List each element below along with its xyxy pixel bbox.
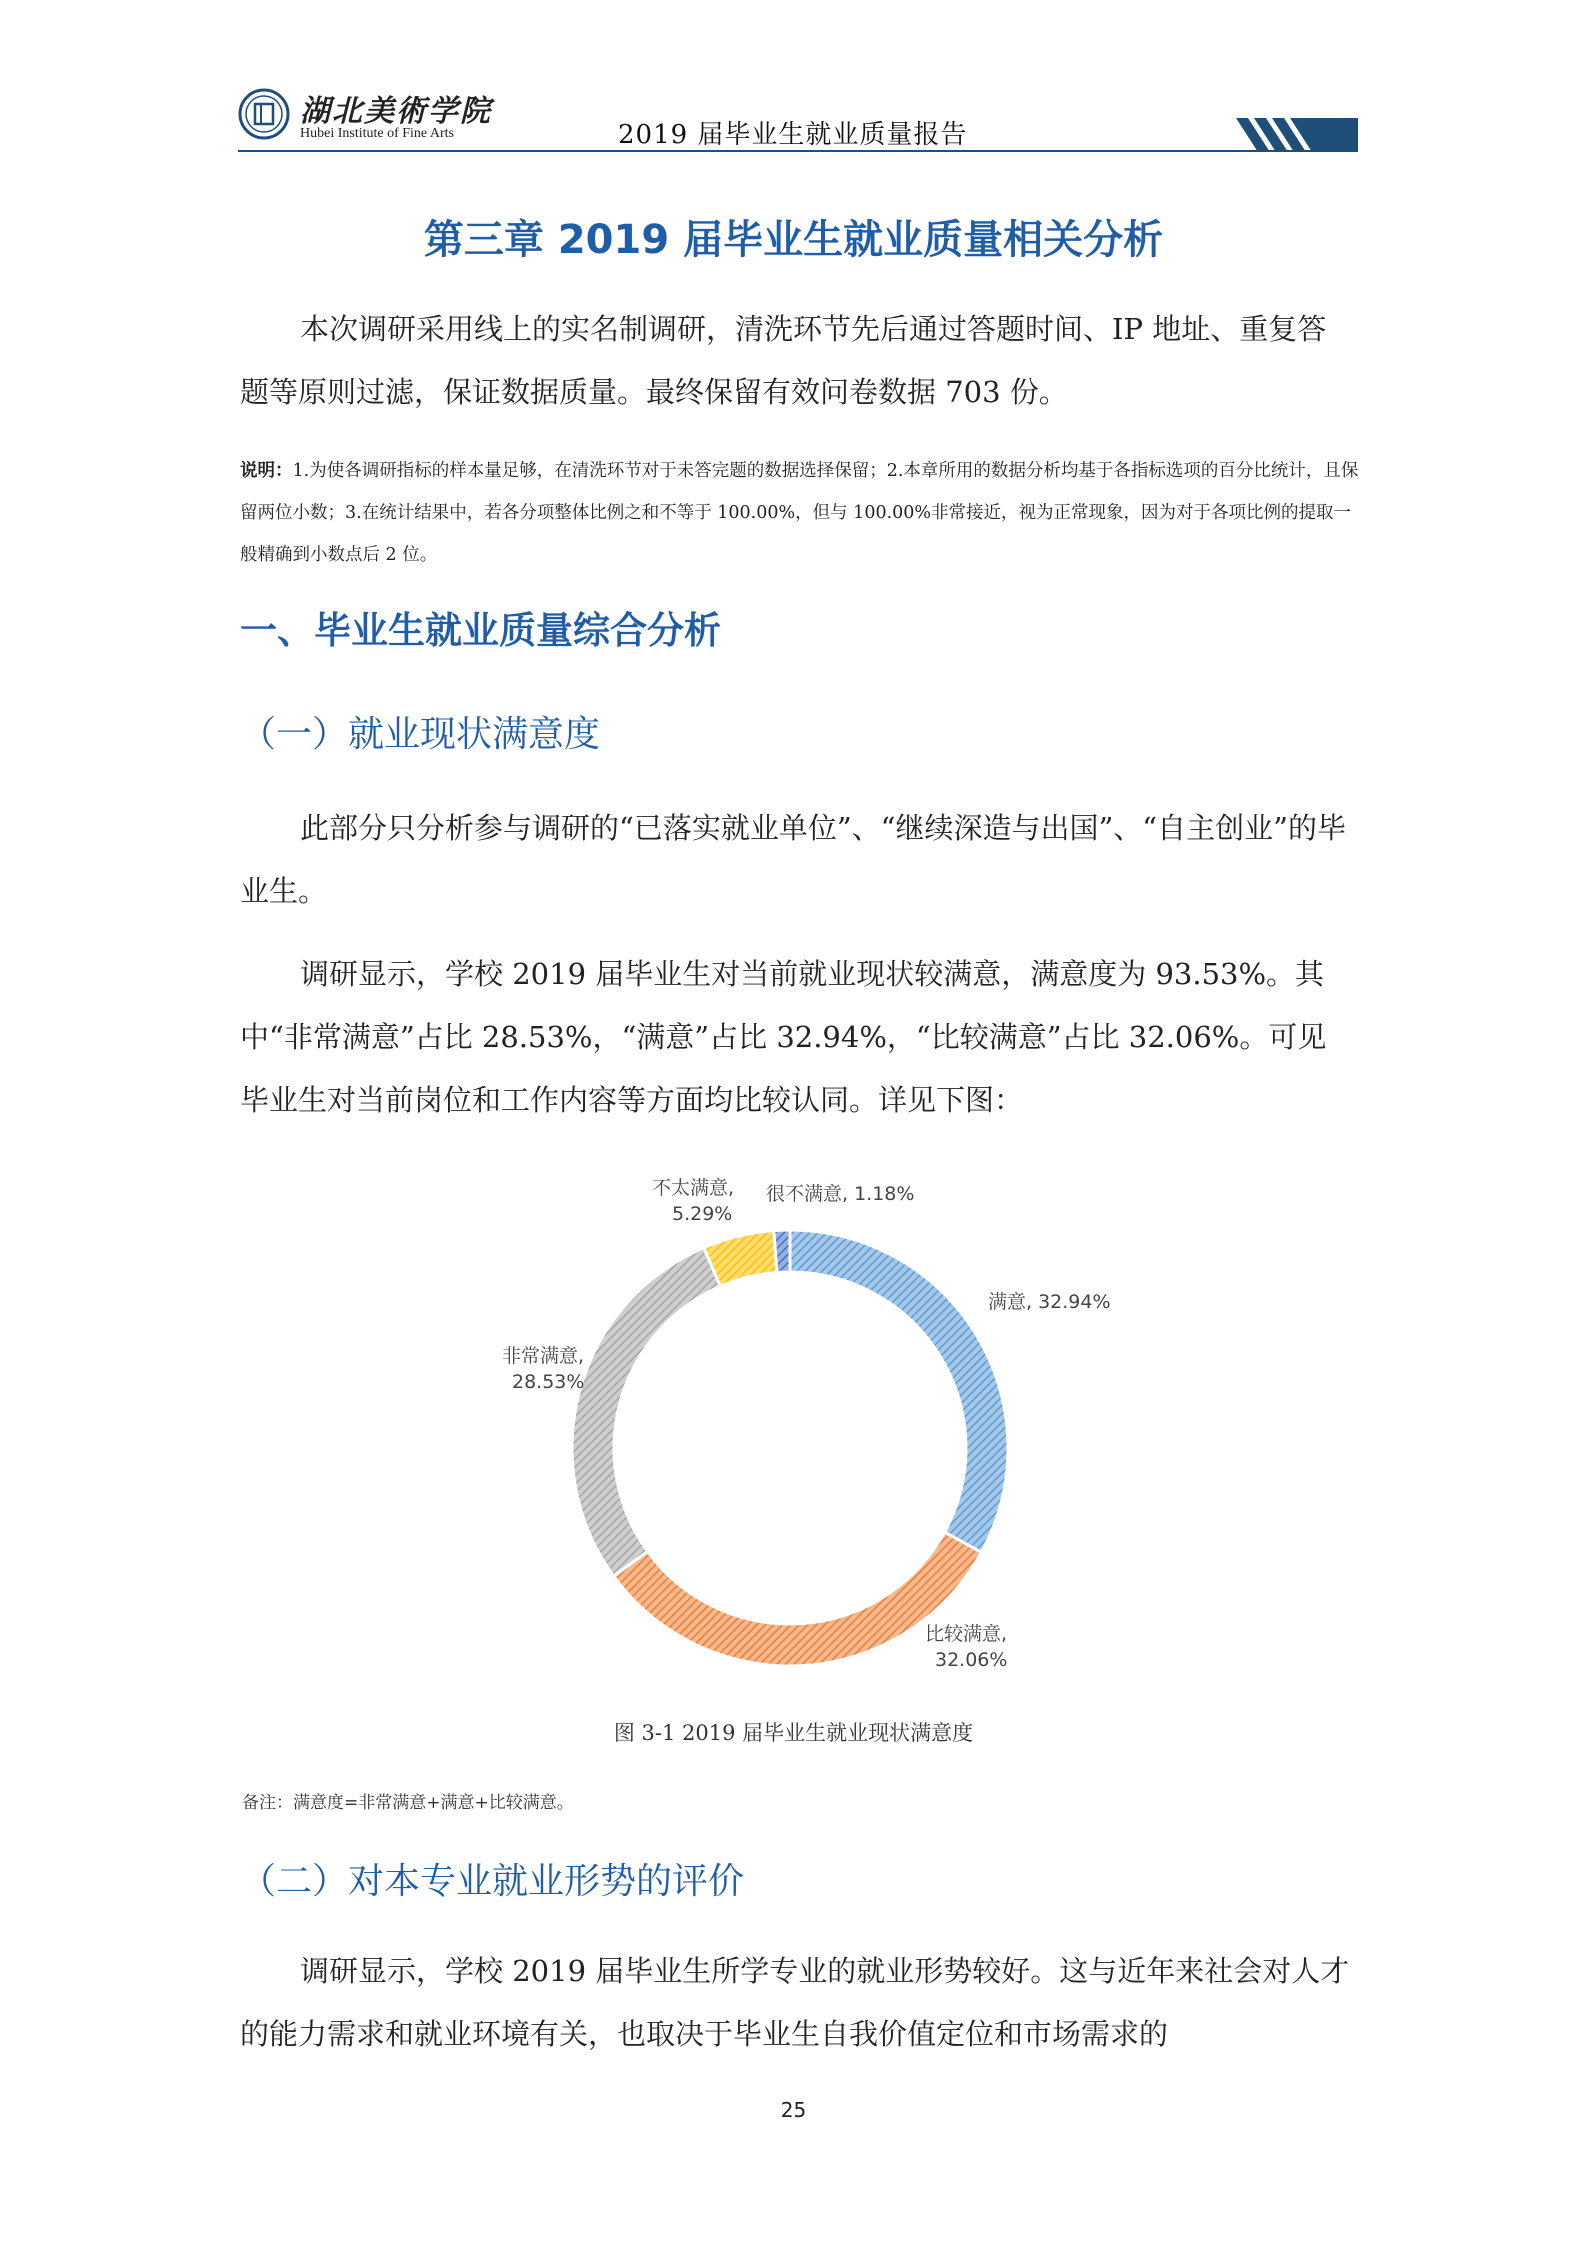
paragraph-text: 调研显示，学校 2019 届毕业生所学专业的就业形势较好。这与近年来社会对人才的能力需求和就业环境有关，也取决于毕业生自我价值定位和市场需求的 — [240, 1954, 1350, 2051]
note-text: 1.为使各调研指标的样本量足够，在清洗环节对于未答完题的数据选择保留；2.本章所用的数据分析均基于各指标选项的百分比统计，且保留两位小数；3.在统计结果中，若各分项整体比例之和不等于 100.00%，但与 100.00%非常接近，视为正常现象，因为对于各项比例的提取一般精确到小数点后 2 位。 — [240, 461, 1359, 565]
donut-slice-fairly-satisfied — [614, 1532, 982, 1666]
school-logo-english: Hubei Institute of Fine Arts — [300, 126, 454, 141]
chapter-title: 第三章 2019 届毕业生就业质量相关分析 — [423, 217, 1164, 263]
figure-caption: 图 3-1 2019 届毕业生就业现状满意度 — [613, 1721, 974, 1745]
subsection-title-1: （一）就业现状满意度 — [240, 714, 601, 755]
subsection-title-2: （二）对本专业就业形势的评价 — [240, 1861, 745, 1902]
label-very-satisfied-1: 非常满意, — [502, 1345, 585, 1367]
school-logo-text: 湖北美術学院 — [300, 94, 492, 129]
label-fairly-satisfied-2: 32.06% — [935, 1649, 1008, 1671]
intro-text: 本次调研采用线上的实名制调研，清洗环节先后通过答题时间、IP 地址、重复答题等原则过滤，保证数据质量。最终保留有效问卷数据 703 份。 — [240, 312, 1327, 409]
label-not-very-satisfied-2: 5.29% — [672, 1203, 733, 1225]
donut-slice-very-satisfied — [572, 1248, 720, 1576]
subsection-1-paragraph-2 — [240, 943, 1355, 1132]
donut-slice-satisfied — [790, 1230, 1008, 1552]
label-very-satisfied-2: 28.53% — [512, 1371, 585, 1393]
section-title: 一、毕业生就业质量综合分析 — [240, 609, 721, 652]
figure-remark: 备注：满意度=非常满意+满意+比较满意。 — [242, 1793, 574, 1813]
paragraph-text: 此部分只分析参与调研的“已落实就业单位”、“继续深造与出国”、“自主创业”的毕业生。 — [240, 811, 1346, 908]
label-very-dissatisfied: 很不满意, 1.18% — [766, 1183, 915, 1205]
satisfaction-donut-chart — [440, 1160, 1140, 1680]
header-stripes-decoration — [1236, 118, 1358, 152]
school-emblem-icon — [238, 88, 290, 140]
report-header-title: 2019 届毕业生就业质量报告 — [618, 120, 968, 150]
page-number: 25 — [780, 2098, 807, 2122]
paragraph-text: 调研显示，学校 2019 届毕业生对当前就业现状较满意，满意度为 93.53%。其中“非常满意”占比 28.53%，“满意”占比 32.94%，“比较满意”占比 32.06%。可见毕业生对当前岗位和工作内容等方面均比较认同。详见下图： — [240, 957, 1327, 1117]
label-fairly-satisfied-1: 比较满意, — [925, 1623, 1008, 1645]
label-not-very-satisfied-1: 不太满意, — [652, 1177, 735, 1199]
page-header — [238, 78, 1358, 158]
header-divider — [238, 150, 1358, 152]
subsection-1-paragraph-1 — [240, 797, 1355, 923]
label-satisfied: 满意, 32.94% — [988, 1291, 1111, 1313]
explanation-note — [240, 450, 1360, 576]
donut-slice-very-dissatisfied — [774, 1230, 790, 1272]
intro-paragraph — [240, 298, 1355, 424]
subsection-2-paragraph — [240, 1940, 1355, 2066]
note-label: 说明： — [240, 461, 293, 481]
